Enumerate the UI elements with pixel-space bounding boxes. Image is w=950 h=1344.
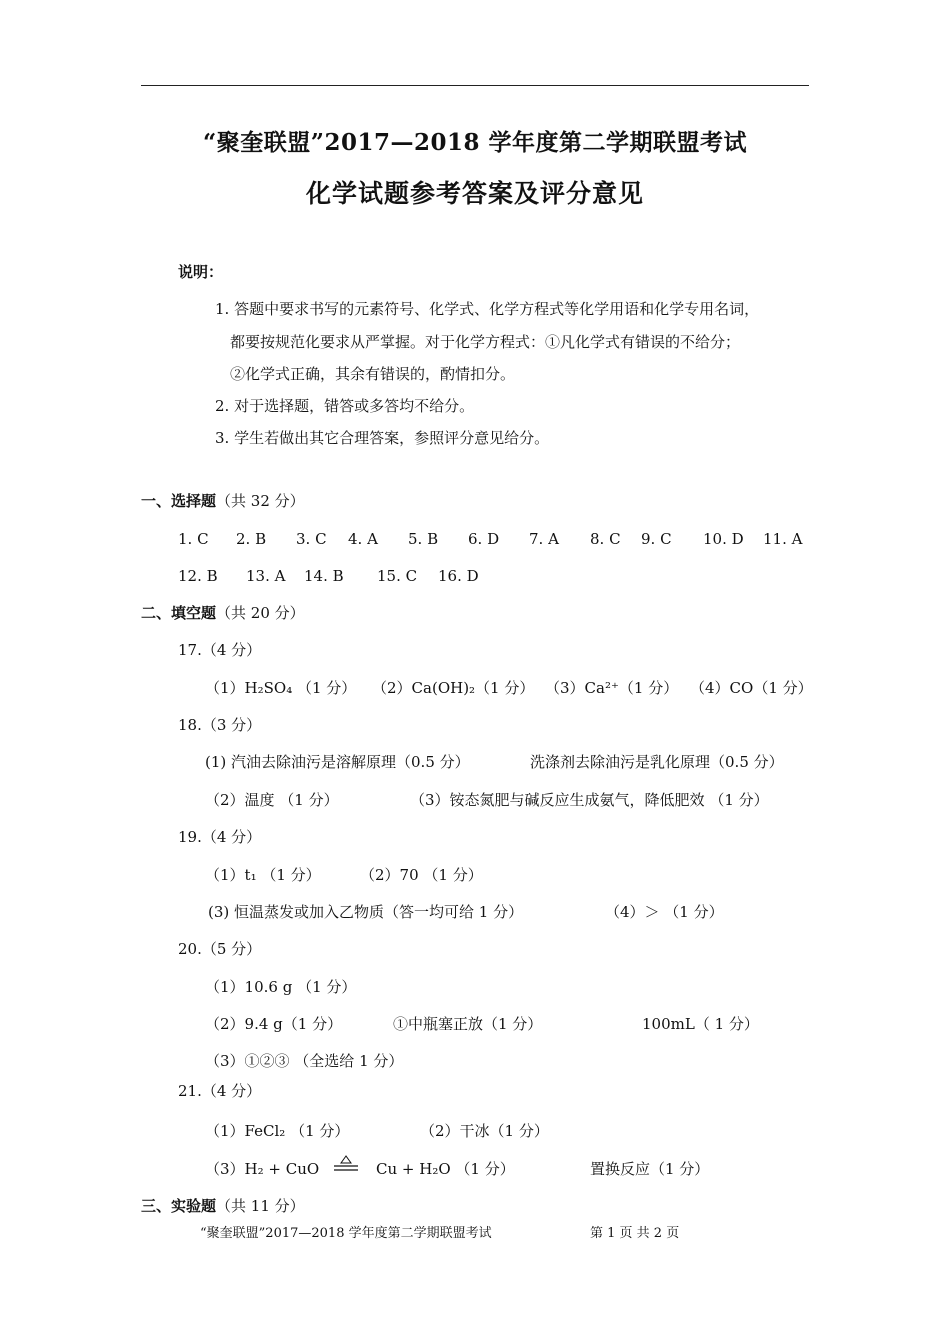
mc-answer: 10. D <box>703 530 744 548</box>
mc-answer: 13. A <box>246 567 286 585</box>
q18-answer-1: (1) 汽油去除油污是溶解原理（0.5 分） <box>205 753 470 771</box>
q18-answer-3: （3）铵态氮肥与碱反应生成氨气，降低肥效 （1 分） <box>410 791 769 809</box>
mc-answer: 15. C <box>377 567 418 585</box>
section-1-score: （共 32 分） <box>216 492 305 510</box>
q21-answer-3-type: 置换反应（1 分） <box>590 1160 710 1178</box>
q18-answer-2: （2）温度 （1 分） <box>205 791 339 809</box>
footer-page-number: 第 1 页 共 2 页 <box>590 1226 680 1241</box>
exam-title: “聚奎联盟”2017—2018 学年度第二学期联盟考试 <box>203 129 747 156</box>
note-3: 3. 学生若做出其它合理答案，参照评分意见给分。 <box>215 429 550 447</box>
q20-answer-2: （2）9.4 g（1 分） <box>205 1015 343 1033</box>
q17-answer-2: （2）Ca(OH)₂（1 分） <box>372 679 535 697</box>
note-2: 2. 对于选择题，错答或多答均不给分。 <box>215 397 475 415</box>
mc-answer: 4. A <box>348 530 378 548</box>
q19-answer-2: （2）70 （1 分） <box>360 866 483 884</box>
mc-answer: 12. B <box>178 567 218 585</box>
section-2-heading <box>141 603 305 623</box>
q18-heading: 18.（3 分） <box>178 716 262 734</box>
q21-answer-3-products: Cu + H₂O （1 分） <box>376 1160 515 1178</box>
q21-answer-2: （2）干冰（1 分） <box>420 1122 549 1140</box>
mc-answer: 9. C <box>641 530 672 548</box>
notes-heading: 说明： <box>178 263 224 281</box>
q17-heading: 17.（4 分） <box>178 641 262 659</box>
mc-answer: 6. D <box>468 530 500 548</box>
mc-answer: 1. C <box>178 530 209 548</box>
answer-key-title: 化学试题参考答案及评分意见 <box>305 179 644 208</box>
q19-answer-3: (3) 恒温蒸发或加入乙物质（答一均可给 1 分） <box>208 903 524 921</box>
mc-answer: 3. C <box>296 530 327 548</box>
q21-answer-1: （1）FeCl₂ （1 分） <box>205 1122 350 1140</box>
mc-answer: 5. B <box>408 530 439 548</box>
section-3-title: 三、实验题 <box>141 1197 217 1215</box>
q17-answer-4: （4）CO（1 分） <box>690 679 813 697</box>
top-rule <box>141 85 809 86</box>
q18-answer-1b: 洗涤剂去除油污是乳化原理（0.5 分） <box>530 753 784 771</box>
note-1-line-1: 1. 答题中要求书写的元素符号、化学式、化学方程式等化学用语和化学专用名词， <box>215 300 760 318</box>
section-3-heading <box>141 1196 305 1216</box>
mc-answer: 8. C <box>590 530 621 548</box>
footer-exam-name: “聚奎联盟”2017—2018 学年度第二学期联盟考试 <box>200 1226 492 1241</box>
note-1-line-3: ②化学式正确，其余有错误的，酌情扣分。 <box>230 365 516 383</box>
q20-answer-1: （1）10.6 g （1 分） <box>205 978 357 996</box>
q19-heading: 19.（4 分） <box>178 828 262 846</box>
q20-answer-3: （3）①②③ （全选给 1 分） <box>205 1052 404 1070</box>
q19-answer-4: （4）＞ （1 分） <box>605 903 724 921</box>
section-3-score: （共 11 分） <box>216 1197 305 1215</box>
section-2-score: （共 20 分） <box>216 604 305 622</box>
q20-heading: 20.（5 分） <box>178 940 262 958</box>
q21-answer-3-reactants: （3）H₂ + CuO <box>205 1160 320 1178</box>
q17-answer-3: （3）Ca²⁺（1 分） <box>545 679 679 697</box>
q21-heading: 21.（4 分） <box>178 1082 262 1100</box>
section-1-heading <box>141 491 305 511</box>
heating-equals-sign-icon <box>333 1155 359 1173</box>
q20-answer-2b: ①中瓶塞正放（1 分） <box>393 1015 543 1033</box>
q17-answer-1: （1）H₂SO₄ （1 分） <box>205 679 357 697</box>
section-2-title: 二、填空题 <box>141 604 217 622</box>
mc-answer: 7. A <box>529 530 559 548</box>
q20-answer-2c: 100mL（ 1 分） <box>642 1015 759 1033</box>
mc-answer: 2. B <box>236 530 267 548</box>
note-1-line-2: 都要按规范化要求从严掌握。对于化学方程式：①凡化学式有错误的不给分； <box>230 333 741 351</box>
mc-answer: 16. D <box>438 567 479 585</box>
section-1-title: 一、选择题 <box>141 492 217 510</box>
mc-answer: 11. A <box>763 530 803 548</box>
mc-answer: 14. B <box>304 567 344 585</box>
q19-answer-1: （1）t₁ （1 分） <box>205 866 321 884</box>
